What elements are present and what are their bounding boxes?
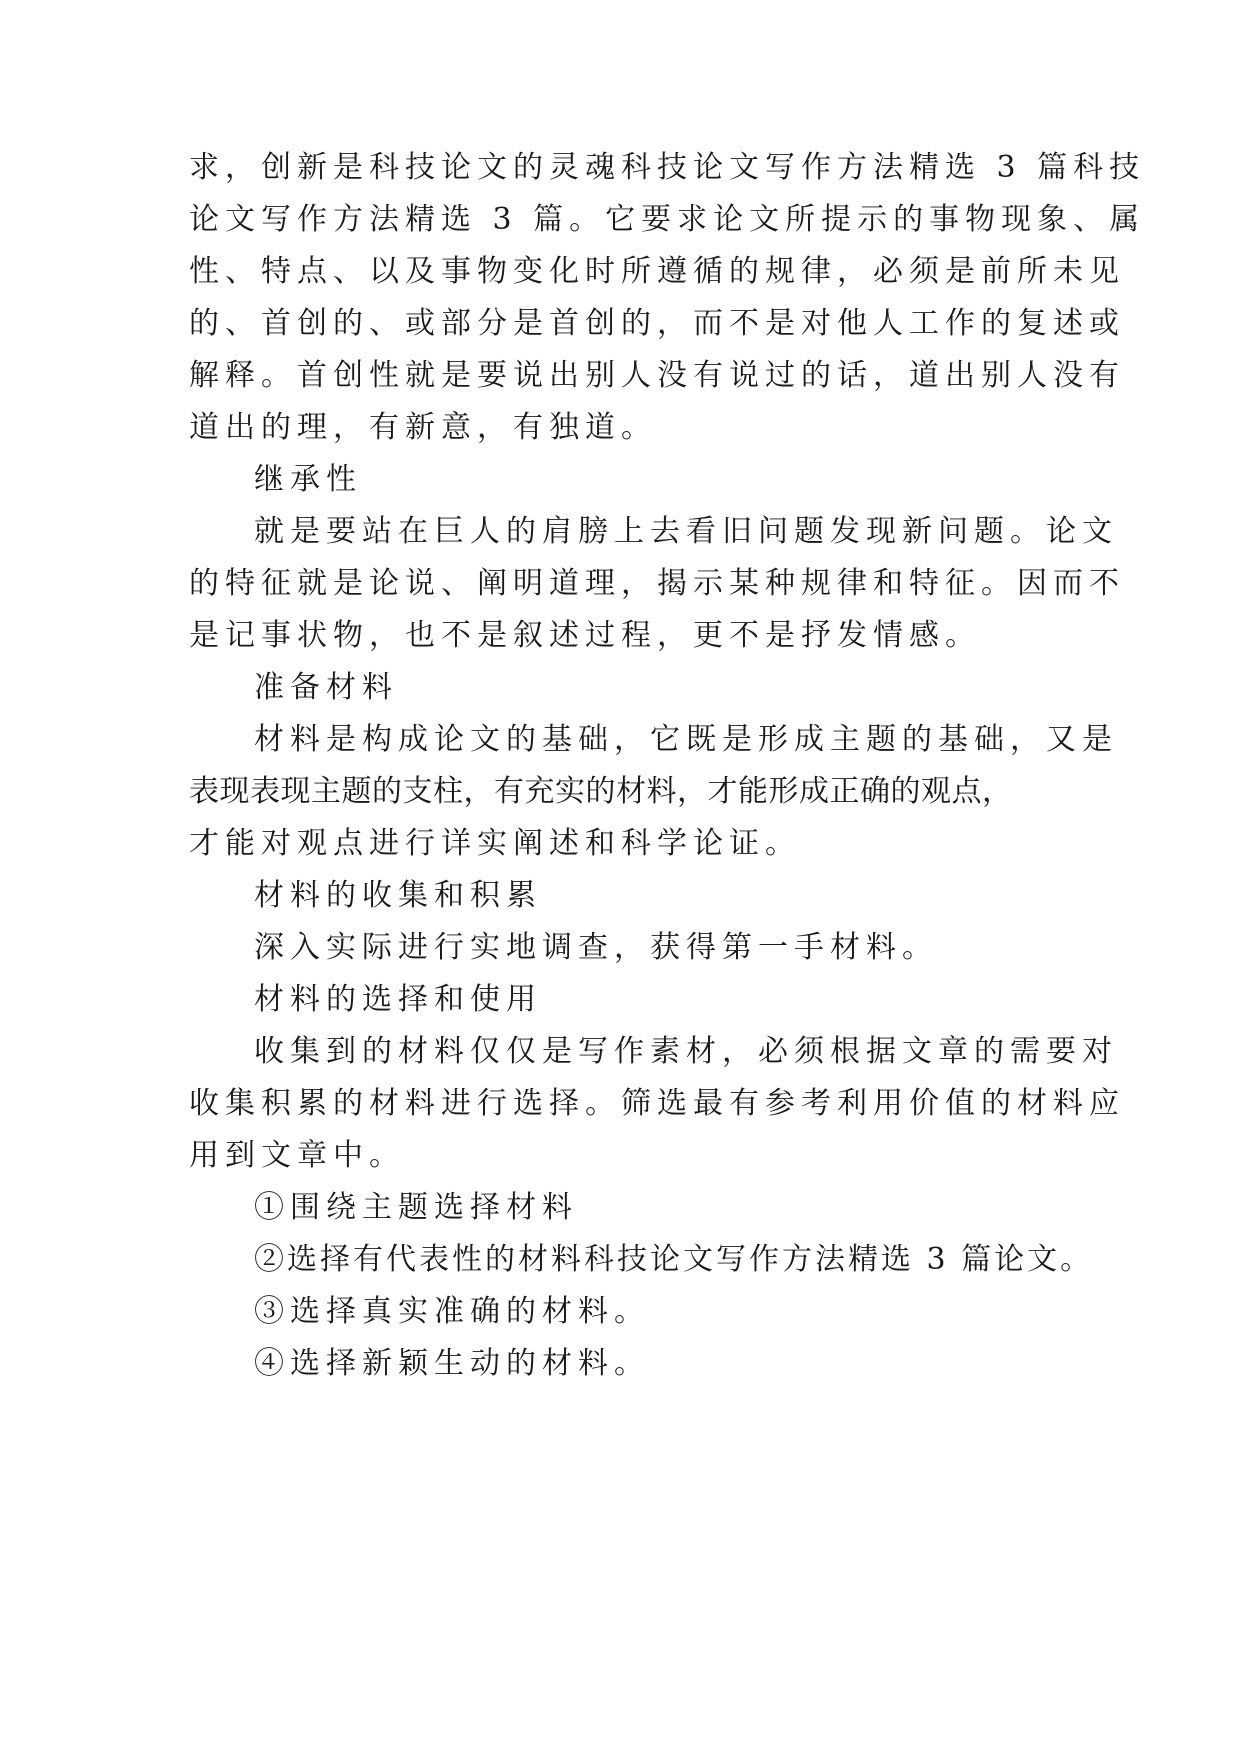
paragraph-line: 就是要站在巨人的肩膀上去看旧问题发现新问题。论文	[254, 514, 1118, 549]
paragraph-line: 论文写作方法精选 3 篇。它要求论文所提示的事物现象、属	[189, 202, 1146, 237]
paragraph-line: 求，创新是科技论文的灵魂科技论文写作方法精选 3 篇科技	[189, 150, 1146, 185]
list-item: ④选择新颖生动的材料。	[254, 1346, 650, 1381]
section-heading: 材料的选择和使用	[254, 982, 542, 1017]
paragraph-line: 深入实际进行实地调查，获得第一手材料。	[254, 930, 938, 965]
paragraph-line: 材料是构成论文的基础，它既是形成主题的基础，又是	[254, 722, 1118, 757]
paragraph-line: 性、特点、以及事物变化时所遵循的规律，必须是前所未见	[189, 254, 1125, 289]
paragraph-line: 用到文章中。	[189, 1138, 405, 1173]
paragraph-line: 表现表现主题的支柱，有充实的材料，才能形成正确的观点，	[189, 774, 1013, 809]
section-heading: 准备材料	[254, 670, 398, 705]
paragraph-line: 的特征就是论说、阐明道理，揭示某种规律和特征。因而不	[189, 566, 1125, 601]
paragraph-line: 才能对观点进行详实阐述和科学论证。	[189, 826, 801, 861]
section-heading: 继承性	[254, 462, 362, 497]
list-item: ②选择有代表性的材料科技论文写作方法精选 3 篇论文。	[254, 1242, 1094, 1277]
section-heading: 材料的收集和积累	[254, 878, 542, 913]
paragraph-line: 道出的理，有新意，有独道。	[189, 410, 657, 445]
paragraph-line: 收集积累的材料进行选择。筛选最有参考利用价值的材料应	[189, 1086, 1125, 1121]
list-item: ③选择真实准确的材料。	[254, 1294, 650, 1329]
paragraph-line: 收集到的材料仅仅是写作素材，必须根据文章的需要对	[254, 1034, 1118, 1069]
paragraph-line: 解释。首创性就是要说出别人没有说过的话，道出别人没有	[189, 358, 1125, 393]
paragraph-line: 是记事状物，也不是叙述过程，更不是抒发情感。	[189, 618, 981, 653]
paragraph-line: 的、首创的、或部分是首创的，而不是对他人工作的复述或	[189, 306, 1125, 341]
list-item: ①围绕主题选择材料	[254, 1190, 578, 1225]
